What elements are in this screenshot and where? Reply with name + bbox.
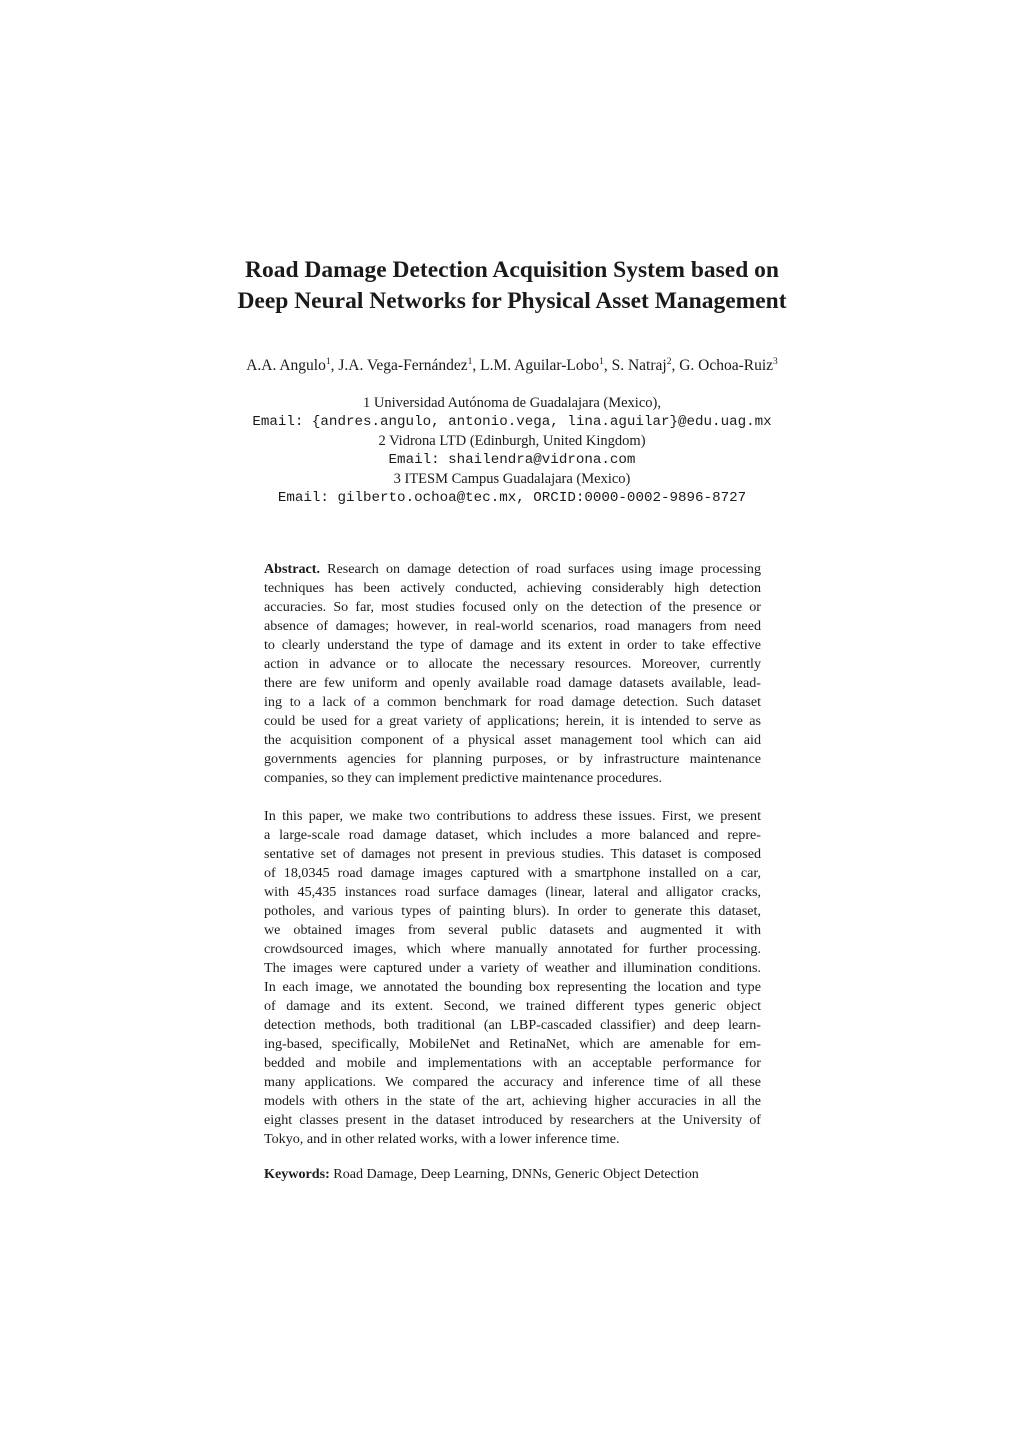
abstract-text: Research on damage detection of road surfaces using image processing — [319, 561, 761, 577]
abstract-line: to clearly understand the type of damage and its extent in order to take effective — [264, 637, 761, 653]
abstract-line: ing to a lack of a common benchmark for road damage detection. Such dataset — [264, 694, 761, 710]
paragraph-line: In each image, we annotated the bounding box representing the location and type — [264, 979, 761, 995]
paper-title — [0, 255, 1024, 317]
author-separator: , — [603, 357, 612, 374]
affiliation-mark: 1 — [467, 357, 473, 367]
paragraph-line: In this paper, we make two contributions to address these issues. First, we present — [264, 808, 761, 824]
affiliations — [0, 394, 1024, 508]
affiliation-mark: 2 — [666, 357, 672, 367]
title-line: Road Damage Detection Acquisition System based on — [245, 257, 779, 283]
affiliation-2: 2 Vidrona LTD (Edinburgh, United Kingdom) — [378, 433, 646, 449]
affiliation-1: 1 Universidad Autónoma de Guadalajara (Mexico), — [363, 395, 661, 411]
abstract-line: could be used for a great variety of applications; herein, it is intended to serve as — [264, 713, 761, 729]
paragraph-line: a large-scale road damage dataset, which includes a more balanced and repre- — [264, 827, 761, 843]
paragraph-line: crowdsourced images, which where manually annotated for further processing. — [264, 941, 761, 957]
abstract — [264, 560, 761, 788]
author-separator: , — [671, 357, 680, 374]
abstract-label: Abstract. — [264, 561, 320, 577]
abstract-line: action in advance or to allocate the necessary resources. Moreover, currently — [264, 656, 761, 672]
paragraph-line: bedded and mobile and implementations with an acceptable performance for — [264, 1055, 761, 1071]
paragraph-line: with 45,435 instances road surface damages (linear, lateral and alligator cracks, — [264, 884, 761, 900]
paragraph-line: Tokyo, and in other related works, with a lower inference time. — [264, 1131, 620, 1147]
author-name: L.M. Aguilar-Lobo — [480, 357, 600, 374]
affiliation-3: 3 ITESM Campus Guadalajara (Mexico) — [393, 471, 631, 487]
affiliation-3-email: Email: gilberto.ochoa@tec.mx, ORCID:0000-0002-9896-8727 — [277, 490, 747, 506]
author-name: J.A. Vega-Fernández — [338, 357, 468, 374]
author-separator: , — [472, 357, 481, 374]
abstract-line: the acquisition component of a physical asset management tool which can aid — [264, 732, 761, 748]
abstract-line: techniques has been actively conducted, achieving considerably high detection — [264, 580, 761, 596]
paragraph-line: detection methods, both traditional (an LBP-cascaded classifier) and deep learn- — [264, 1017, 761, 1033]
affiliation-mark: 1 — [325, 357, 331, 367]
abstract-line: there are few uniform and openly available road damage datasets available, lead- — [264, 675, 761, 691]
author-name: A.A. Angulo — [246, 357, 326, 374]
affiliation-mark: 3 — [773, 357, 778, 367]
paragraph-line: sentative set of damages not present in previous studies. This dataset is composed — [264, 846, 761, 862]
paragraph-line: models with others in the state of the art, achieving higher accuracies in all the — [264, 1093, 761, 1109]
paragraph-line: many applications. We compared the accuracy and inference time of all these — [264, 1074, 761, 1090]
title-line: Deep Neural Networks for Physical Asset Management — [237, 288, 787, 314]
keywords — [264, 1165, 761, 1184]
paragraph-line: ing-based, specifically, MobileNet and RetinaNet, which are amenable for em- — [264, 1036, 761, 1052]
paragraph-line: of damage and its extent. Second, we trained different types generic object — [264, 998, 761, 1014]
paragraph-line: potholes, and various types of painting blurs). In order to generate this dataset, — [264, 903, 761, 919]
abstract-line: absence of damages; however, in real-world scenarios, road managers from need — [264, 618, 761, 634]
abstract-line: governments agencies for planning purposes, or by infrastructure maintenance — [264, 751, 761, 767]
paragraph-line: eight classes present in the dataset introduced by researchers at the University of — [264, 1112, 761, 1128]
keywords-text: Road Damage, Deep Learning, DNNs, Generic Object Detection — [329, 1166, 699, 1182]
author-name: S. Natraj — [611, 357, 667, 374]
author-list — [0, 355, 1024, 377]
author-separator: , — [330, 357, 339, 374]
affiliation-2-email: Email: shailendra@vidrona.com — [388, 452, 636, 468]
keywords-label: Keywords: — [264, 1166, 330, 1182]
keywords-line — [264, 1165, 761, 1184]
affiliation-mark: 1 — [599, 357, 604, 367]
contributions-paragraph — [264, 807, 761, 1149]
abstract-line: companies, so they can implement predictive maintenance procedures. — [264, 770, 662, 786]
abstract-line: accuracies. So far, most studies focused only on the detection of the presence or — [264, 599, 761, 615]
abstract-line — [264, 560, 761, 579]
author-name: G. Ochoa-Ruiz — [679, 357, 774, 374]
paragraph-line: of 18,0345 road damage images captured with a smartphone installed on a car, — [264, 865, 761, 881]
affiliation-1-email: Email: {andres.angulo, antonio.vega, lina.aguilar}@edu.uag.mx — [252, 414, 772, 430]
paragraph-line: we obtained images from several public datasets and augmented it with — [264, 922, 761, 938]
paragraph-line: The images were captured under a variety of weather and illumination conditions. — [264, 960, 761, 976]
